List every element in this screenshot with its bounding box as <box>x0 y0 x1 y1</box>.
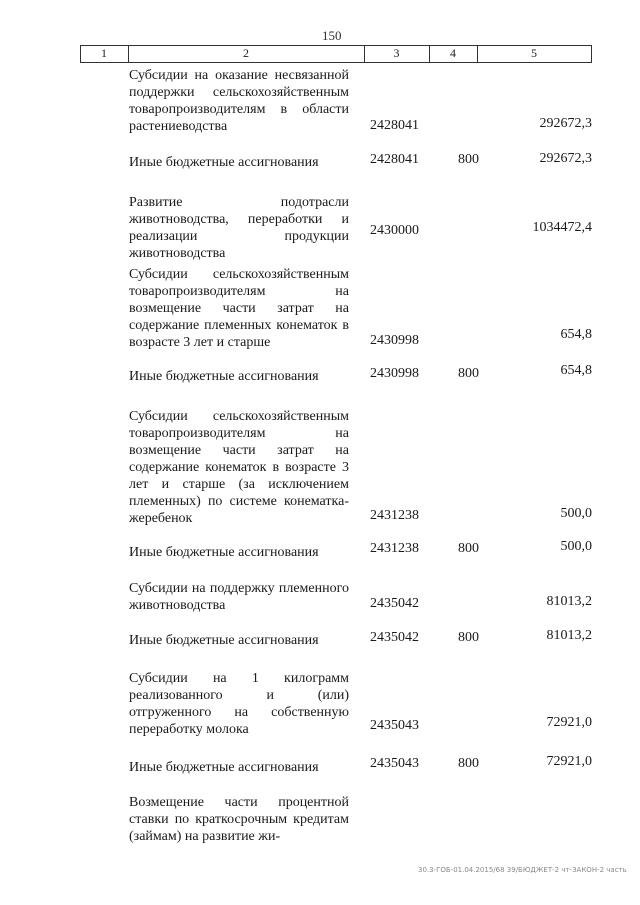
row-code: 2435043 <box>370 756 419 771</box>
row-amount: 500,0 <box>560 539 592 554</box>
row-code: 2430000 <box>370 223 419 238</box>
row-code: 2435042 <box>370 630 419 645</box>
header-col-2: 2 <box>243 46 249 60</box>
row-expense-type: 800 <box>458 366 479 381</box>
row-amount: 500,0 <box>560 506 592 521</box>
header-col-5: 5 <box>531 46 537 60</box>
row-code: 2430998 <box>370 333 419 348</box>
row-description: Субсидии на поддержку племенного животноводства <box>129 581 349 613</box>
header-col-1: 1 <box>101 46 107 60</box>
row-amount: 654,8 <box>560 327 592 342</box>
row-code: 2428041 <box>370 152 419 167</box>
header-divider <box>591 45 592 63</box>
row-description: Субсидии сельскохозяйственным товаропроизводителям на возмещение части затрат на содержание конематок в возрасте 3 лет и старше (за исключением племенных) по системе конематка-жеребенок <box>129 409 349 526</box>
row-expense-type: 800 <box>458 152 479 167</box>
row-description: Субсидии сельскохозяйственным товаропроизводителям на возмещение части затрат на содержание племенных конематок в возрасте 3 лет и старше <box>129 267 349 350</box>
row-description: Иные бюджетные ассигнования <box>129 369 319 384</box>
row-description: Субсидии на 1 килограмм реализованного и (или) отгруженного на собственную переработку молока <box>129 671 349 737</box>
row-description: Развитие подотрасли животноводства, переработки и реализации продукции животноводства <box>129 195 349 261</box>
row-code: 2435043 <box>370 718 419 733</box>
row-description: Субсидии на оказание несвязанной поддержки сельскохозяйственным товаропроизводителям в области растениеводства <box>129 68 349 134</box>
row-description: Иные бюджетные ассигнования <box>129 155 319 170</box>
row-expense-type: 800 <box>458 630 479 645</box>
row-expense-type: 800 <box>458 541 479 556</box>
row-amount: 292672,3 <box>539 151 592 166</box>
row-amount: 1034472,4 <box>532 220 592 235</box>
row-description: Иные бюджетные ассигнования <box>129 633 319 648</box>
header-col-3: 3 <box>393 46 400 60</box>
row-description: Возмещение части процентной ставки по краткосрочным кредитам (займам) на развитие жи- <box>129 795 349 844</box>
footer-file-path: 30.3-ГОБ-01.04.2015/68 39/БЮДЖЕТ-2 чт-ЗАКОН-2 часть <box>418 866 627 874</box>
row-description: Иные бюджетные ассигнования <box>129 760 319 775</box>
table-header <box>80 45 592 63</box>
row-code: 2431238 <box>370 541 419 556</box>
row-amount: 292672,3 <box>539 116 592 131</box>
row-expense-type: 800 <box>458 756 479 771</box>
row-code: 2428041 <box>370 118 419 133</box>
header-bottom-line <box>80 62 592 63</box>
row-amount: 72921,0 <box>546 715 592 730</box>
page-number: 150 <box>322 28 342 43</box>
row-code: 2431238 <box>370 508 419 523</box>
row-code: 2430998 <box>370 366 419 381</box>
row-description: Иные бюджетные ассигнования <box>129 545 319 560</box>
row-code: 2435042 <box>370 596 419 611</box>
row-amount: 654,8 <box>560 363 592 378</box>
row-amount: 81013,2 <box>546 594 592 609</box>
header-col-4: 4 <box>450 46 456 60</box>
row-amount: 72921,0 <box>546 754 592 769</box>
row-amount: 81013,2 <box>546 628 592 643</box>
